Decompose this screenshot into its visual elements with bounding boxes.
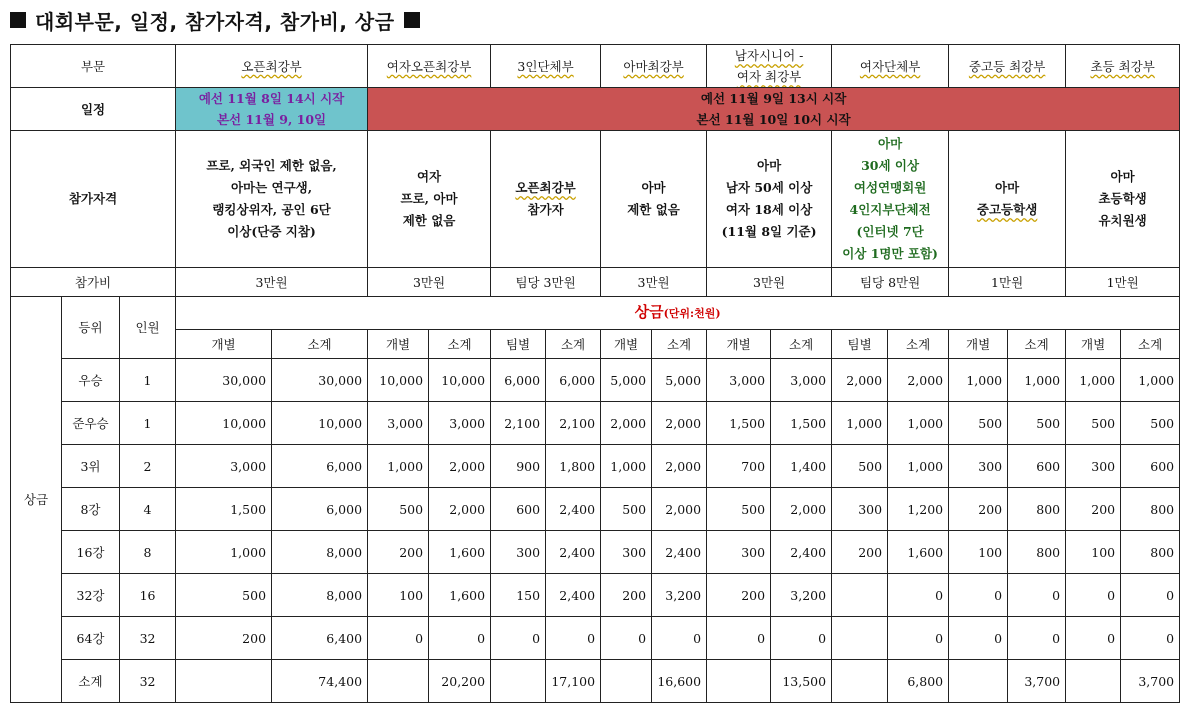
rank-cell: 64강	[62, 617, 120, 660]
prize-value-cell: 5,000	[652, 359, 707, 402]
division-name-line: 여자 최강부	[736, 69, 802, 84]
prize-value-cell: 6,000	[546, 359, 601, 402]
page-title-text: 대회부문, 일정, 참가자격, 참가비, 상금	[35, 9, 395, 34]
qualification-line: 아마	[995, 180, 1020, 195]
qualification-line: 이상(단증 지참)	[227, 224, 316, 239]
division-name-line: 여자오픈최강부	[386, 58, 472, 74]
qualification-line: 4인지부단체전	[849, 202, 931, 217]
prize-value-cell: 800	[1008, 488, 1066, 531]
rank-cell: 16강	[62, 531, 120, 574]
schedule-label: 일정	[11, 88, 176, 131]
schedule-line: 예선 11월 8일 14시 시작	[198, 91, 345, 106]
prize-value-cell: 2,100	[546, 402, 601, 445]
prize-value-cell	[949, 660, 1008, 703]
qualification-cell	[601, 131, 707, 268]
prize-title-text: 상금	[634, 303, 664, 321]
fee-cell: 3만원	[601, 268, 707, 297]
qualification-line: 아마	[878, 136, 903, 151]
prize-value-cell: 500	[368, 488, 429, 531]
division-name	[491, 45, 601, 88]
prize-value-cell: 3,000	[771, 359, 832, 402]
qualification-line: 아마는 연구생,	[230, 180, 313, 195]
black-square-icon	[404, 12, 420, 28]
prize-value-cell: 300	[601, 531, 652, 574]
prize-value-cell: 2,400	[546, 488, 601, 531]
prize-value-cell: 0	[1008, 617, 1066, 660]
prize-value-cell: 500	[1008, 402, 1066, 445]
prize-value-cell: 0	[429, 617, 491, 660]
prize-value-cell	[1066, 660, 1121, 703]
prize-value-cell: 0	[771, 617, 832, 660]
prize-value-cell: 0	[491, 617, 546, 660]
prize-value-cell: 500	[707, 488, 771, 531]
division-header-row	[11, 45, 1180, 88]
fee-cell: 팀당 3만원	[491, 268, 601, 297]
prize-value-cell: 200	[601, 574, 652, 617]
qualification-line: 초등학생	[1098, 191, 1147, 206]
tournament-table	[10, 44, 1180, 703]
qualification-line: 남자 50세 이상	[725, 180, 813, 195]
prize-value-cell: 600	[491, 488, 546, 531]
prize-value-cell: 500	[1066, 402, 1121, 445]
prize-value-cell: 150	[491, 574, 546, 617]
qualification-line: 여자	[416, 169, 442, 184]
prize-value-cell: 1,000	[832, 402, 888, 445]
subheader-cell: 개별	[176, 330, 272, 359]
prize-value-cell: 0	[707, 617, 771, 660]
prize-value-cell: 6,000	[272, 445, 368, 488]
count-cell: 1	[120, 402, 176, 445]
count-cell: 4	[120, 488, 176, 531]
prize-row	[11, 359, 1180, 402]
prize-value-cell: 10,000	[272, 402, 368, 445]
prize-row	[11, 402, 1180, 445]
prize-value-cell: 100	[949, 531, 1008, 574]
prize-row	[11, 531, 1180, 574]
rank-cell: 우승	[62, 359, 120, 402]
subheader-cell: 소계	[546, 330, 601, 359]
prize-value-cell: 0	[949, 574, 1008, 617]
prize-value-cell: 500	[832, 445, 888, 488]
prize-value-cell: 1,500	[771, 402, 832, 445]
prize-value-cell: 1,600	[429, 574, 491, 617]
fee-row	[11, 268, 1180, 297]
subheader-cell: 개별	[707, 330, 771, 359]
prize-value-cell: 3,700	[1121, 660, 1180, 703]
prize-value-cell	[832, 574, 888, 617]
prize-subheader-row	[11, 330, 1180, 359]
prize-value-cell: 10,000	[429, 359, 491, 402]
division-name	[707, 45, 832, 88]
prize-value-cell: 900	[491, 445, 546, 488]
prize-value-cell: 3,700	[1008, 660, 1066, 703]
qualification-line: (인터넷 7단	[856, 224, 924, 239]
count-header: 인원	[120, 297, 176, 359]
qualification-line: 프로, 외국인 제한 없음,	[206, 158, 337, 173]
prize-value-cell: 2,000	[652, 488, 707, 531]
rank-cell: 소계	[62, 660, 120, 703]
prize-value-cell: 30,000	[176, 359, 272, 402]
prize-value-cell: 500	[1121, 402, 1180, 445]
prize-value-cell: 300	[491, 531, 546, 574]
rank-cell: 8강	[62, 488, 120, 531]
prize-value-cell: 0	[1121, 574, 1180, 617]
count-cell: 8	[120, 531, 176, 574]
qualification-line: 여성연맹회원	[853, 180, 927, 195]
qualification-cell	[832, 131, 949, 268]
prize-value-cell: 1,400	[771, 445, 832, 488]
qualification-label: 참가자격	[11, 131, 176, 268]
prize-value-cell: 74,400	[272, 660, 368, 703]
prize-unit-text: (단위:천원)	[663, 307, 721, 320]
prize-value-cell: 3,200	[771, 574, 832, 617]
qualification-line: 아마	[641, 180, 666, 195]
qualification-line: (11월 8일 기준)	[721, 224, 817, 239]
prize-value-cell	[601, 660, 652, 703]
division-name	[949, 45, 1066, 88]
prize-value-cell: 800	[1121, 488, 1180, 531]
qualification-line: 제한 없음	[627, 202, 680, 217]
prize-value-cell: 2,400	[771, 531, 832, 574]
prize-title	[176, 297, 1180, 330]
prize-value-cell: 100	[368, 574, 429, 617]
prize-value-cell: 0	[368, 617, 429, 660]
prize-value-cell: 1,000	[176, 531, 272, 574]
prize-value-cell: 0	[546, 617, 601, 660]
prize-value-cell: 600	[1008, 445, 1066, 488]
rank-cell: 32강	[62, 574, 120, 617]
qualification-row	[11, 131, 1180, 268]
prize-side-label: 상금	[11, 297, 62, 703]
prize-value-cell: 1,000	[1121, 359, 1180, 402]
prize-value-cell: 20,200	[429, 660, 491, 703]
prize-value-cell: 1,000	[1066, 359, 1121, 402]
prize-value-cell: 700	[707, 445, 771, 488]
division-label: 부문	[11, 45, 176, 88]
fee-cell: 3만원	[176, 268, 368, 297]
prize-value-cell: 200	[707, 574, 771, 617]
prize-value-cell: 13,500	[771, 660, 832, 703]
prize-value-cell	[832, 660, 888, 703]
division-name-line: 남자시니어 -	[734, 48, 804, 63]
prize-value-cell: 1,000	[368, 445, 429, 488]
prize-value-cell: 2,400	[546, 531, 601, 574]
prize-value-cell: 1,000	[888, 402, 949, 445]
prize-value-cell: 600	[1121, 445, 1180, 488]
qualification-line: 아마	[757, 158, 782, 173]
prize-value-cell: 2,000	[601, 402, 652, 445]
prize-value-cell: 0	[1066, 574, 1121, 617]
rank-cell: 준우승	[62, 402, 120, 445]
prize-value-cell: 3,000	[368, 402, 429, 445]
count-cell: 32	[120, 660, 176, 703]
qualification-cell	[176, 131, 368, 268]
qualification-line: 참가자	[527, 202, 564, 217]
qualification-line: 유치원생	[1098, 213, 1147, 228]
prize-value-cell: 0	[1008, 574, 1066, 617]
schedule-row	[11, 88, 1180, 131]
prize-value-cell: 6,000	[491, 359, 546, 402]
subheader-cell: 소계	[272, 330, 368, 359]
prize-value-cell: 500	[176, 574, 272, 617]
prize-value-cell: 10,000	[368, 359, 429, 402]
prize-value-cell: 2,400	[652, 531, 707, 574]
prize-value-cell	[707, 660, 771, 703]
subheader-cell: 개별	[949, 330, 1008, 359]
qualification-line: 오픈최강부	[515, 180, 576, 195]
subheader-cell: 소계	[429, 330, 491, 359]
qualification-line: 아마	[1110, 169, 1135, 184]
subheader-cell: 개별	[601, 330, 652, 359]
qualification-line: 랭킹상위자, 공인 6단	[212, 202, 331, 217]
fee-cell: 1만원	[949, 268, 1066, 297]
subheader-cell: 소계	[652, 330, 707, 359]
division-name-line: 오픈최강부	[241, 58, 302, 74]
rank-header: 등위	[62, 297, 120, 359]
prize-value-cell: 1,000	[1008, 359, 1066, 402]
prize-value-cell: 1,500	[707, 402, 771, 445]
prize-value-cell: 30,000	[272, 359, 368, 402]
prize-value-cell: 200	[1066, 488, 1121, 531]
prize-value-cell: 0	[1066, 617, 1121, 660]
prize-value-cell: 800	[1121, 531, 1180, 574]
prize-row	[11, 445, 1180, 488]
count-cell: 16	[120, 574, 176, 617]
prize-value-cell: 2,000	[652, 445, 707, 488]
division-name	[176, 45, 368, 88]
qualification-line: 30세 이상	[861, 158, 920, 173]
prize-value-cell: 0	[652, 617, 707, 660]
prize-value-cell: 300	[707, 531, 771, 574]
prize-value-cell: 100	[1066, 531, 1121, 574]
prize-value-cell: 500	[949, 402, 1008, 445]
prize-value-cell: 2,000	[429, 445, 491, 488]
prize-value-cell: 3,000	[176, 445, 272, 488]
schedule-line: 예선 11월 9일 13시 시작	[700, 91, 847, 106]
prize-value-cell: 200	[832, 531, 888, 574]
division-name-line: 중고등 최강부	[968, 58, 1046, 74]
subheader-cell: 개별	[1066, 330, 1121, 359]
schedule-others	[368, 88, 1180, 131]
division-name	[1066, 45, 1180, 88]
prize-value-cell: 1,000	[888, 445, 949, 488]
prize-value-cell: 10,000	[176, 402, 272, 445]
prize-value-cell: 1,200	[888, 488, 949, 531]
division-name	[601, 45, 707, 88]
prize-value-cell: 0	[949, 617, 1008, 660]
schedule-line: 본선 11월 10일 10시 시작	[696, 112, 851, 127]
prize-value-cell	[491, 660, 546, 703]
qualification-cell	[949, 131, 1066, 268]
prize-value-cell: 200	[176, 617, 272, 660]
prize-row	[11, 617, 1180, 660]
prize-value-cell	[176, 660, 272, 703]
subheader-cell: 소계	[1121, 330, 1180, 359]
prize-value-cell	[832, 617, 888, 660]
qualification-cell	[491, 131, 601, 268]
prize-value-cell: 2,000	[652, 402, 707, 445]
prize-value-cell: 6,800	[888, 660, 949, 703]
subheader-cell: 개별	[368, 330, 429, 359]
prize-value-cell: 2,400	[546, 574, 601, 617]
qualification-line: 이상 1명만 포함)	[842, 246, 938, 261]
subheader-cell: 소계	[771, 330, 832, 359]
prize-value-cell: 800	[1008, 531, 1066, 574]
prize-header-row	[11, 297, 1180, 330]
prize-value-cell: 6,400	[272, 617, 368, 660]
prize-value-cell: 1,800	[546, 445, 601, 488]
prize-value-cell: 5,000	[601, 359, 652, 402]
prize-value-cell: 0	[888, 574, 949, 617]
division-name-line: 3인단체부	[517, 58, 574, 74]
fee-cell: 3만원	[707, 268, 832, 297]
prize-value-cell: 200	[368, 531, 429, 574]
qualification-line: 중고등학생	[976, 202, 1038, 217]
prize-value-cell: 1,600	[888, 531, 949, 574]
prize-value-cell: 0	[888, 617, 949, 660]
prize-value-cell: 17,100	[546, 660, 601, 703]
prize-value-cell: 16,600	[652, 660, 707, 703]
fee-label: 참가비	[11, 268, 176, 297]
prize-value-cell: 8,000	[272, 574, 368, 617]
subheader-cell: 소계	[1008, 330, 1066, 359]
fee-cell: 팀당 8만원	[832, 268, 949, 297]
prize-value-cell	[368, 660, 429, 703]
prize-value-cell: 8,000	[272, 531, 368, 574]
division-name	[832, 45, 949, 88]
prize-value-cell: 1,600	[429, 531, 491, 574]
prize-row	[11, 488, 1180, 531]
prize-value-cell: 0	[601, 617, 652, 660]
fee-cell: 1만원	[1066, 268, 1180, 297]
prize-value-cell: 1,000	[601, 445, 652, 488]
schedule-open	[176, 88, 368, 131]
prize-value-cell: 300	[832, 488, 888, 531]
subheader-cell: 팀별	[491, 330, 546, 359]
division-name-line: 초등 최강부	[1090, 58, 1155, 74]
prize-value-cell: 3,200	[652, 574, 707, 617]
prize-value-cell: 2,000	[832, 359, 888, 402]
prize-value-cell: 2,000	[888, 359, 949, 402]
fee-cell: 3만원	[368, 268, 491, 297]
prize-value-cell: 6,000	[272, 488, 368, 531]
prize-value-cell: 1,000	[949, 359, 1008, 402]
prize-value-cell: 3,000	[707, 359, 771, 402]
qualification-line: 프로, 아마	[400, 191, 458, 206]
qualification-cell	[368, 131, 491, 268]
prize-value-cell: 0	[1121, 617, 1180, 660]
count-cell: 32	[120, 617, 176, 660]
prize-value-cell: 300	[1066, 445, 1121, 488]
subheader-cell: 팀별	[832, 330, 888, 359]
qualification-cell	[707, 131, 832, 268]
qualification-line: 여자 18세 이상	[725, 202, 813, 217]
prize-value-cell: 1,500	[176, 488, 272, 531]
qualification-line: 제한 없음	[402, 213, 456, 228]
qualification-cell	[1066, 131, 1180, 268]
division-name-line: 아마최강부	[623, 58, 684, 74]
prize-value-cell: 500	[601, 488, 652, 531]
prize-row	[11, 660, 1180, 703]
division-name	[368, 45, 491, 88]
prize-value-cell: 2,000	[429, 488, 491, 531]
page-title	[8, 4, 429, 36]
prize-value-cell: 3,000	[429, 402, 491, 445]
prize-value-cell: 300	[949, 445, 1008, 488]
rank-cell: 3위	[62, 445, 120, 488]
black-square-icon	[10, 12, 26, 28]
schedule-line: 본선 11월 9, 10일	[216, 112, 327, 127]
count-cell: 1	[120, 359, 176, 402]
subheader-cell: 소계	[888, 330, 949, 359]
count-cell: 2	[120, 445, 176, 488]
prize-row	[11, 574, 1180, 617]
prize-value-cell: 2,000	[771, 488, 832, 531]
prize-value-cell: 200	[949, 488, 1008, 531]
prize-value-cell: 2,100	[491, 402, 546, 445]
division-name-line: 여자단체부	[859, 58, 921, 74]
